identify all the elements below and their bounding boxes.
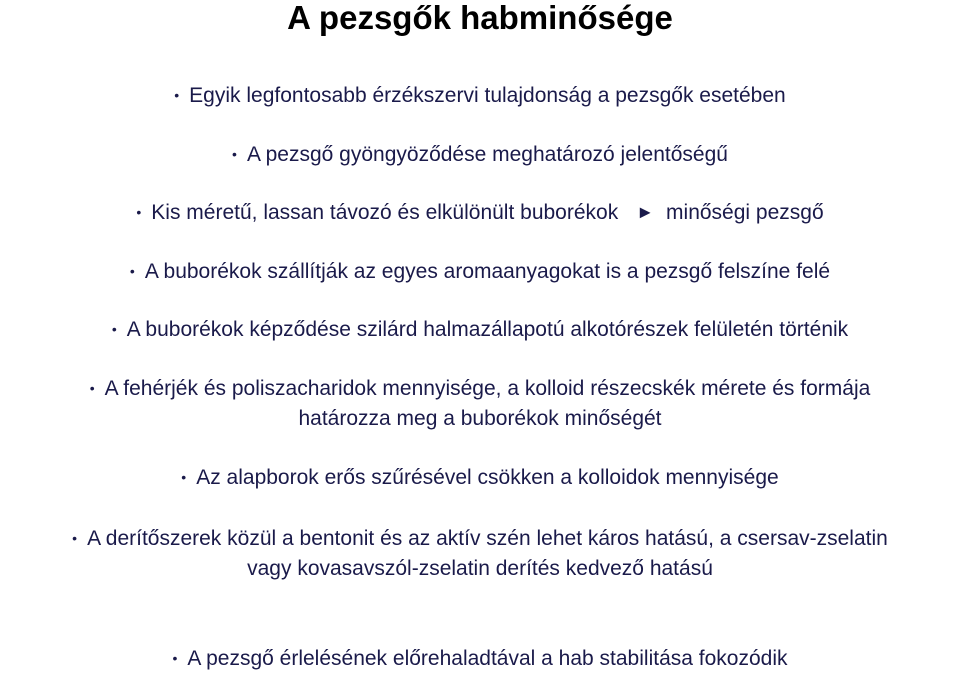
bullet-text: A fehérjék és poliszacharidok mennyisége, a kolloid részecskék mérete és formája <box>104 377 871 400</box>
bullet-icon: • <box>89 380 95 396</box>
bullet-icon: • <box>129 263 135 279</box>
bullet-text: A buborékok szállítják az egyes aromaanyagokat is a pezsgő felszíne felé <box>144 260 831 283</box>
bullet-text: Az alapborok erős szűrésével csökken a kolloidok mennyisége <box>196 466 779 489</box>
bullet-text-after: minőségi pezsgő <box>666 201 824 224</box>
bullet-text: Egyik legfontosabb érzékszervi tulajdonság a pezsgők esetében <box>189 84 786 107</box>
bullet-icon: • <box>111 321 117 337</box>
bullet-item <box>0 462 960 493</box>
bullet-text: A buborékok képződése szilárd halmazállapotú alkotórészek felületén történik <box>126 318 849 341</box>
bullet-item <box>0 314 960 345</box>
bullet-icon: • <box>172 650 178 666</box>
bullet-text: Kis méretű, lassan távozó és elkülönült buborékok <box>151 201 619 224</box>
bullet-text: A derítőszerek közül a bentonit és az aktív szén lehet káros hatású, a csersav-zselatin <box>87 527 888 550</box>
bullet-icon: • <box>72 530 78 546</box>
bullet-item <box>0 523 960 584</box>
bullet-item <box>0 139 960 170</box>
bullet-text-line2: vagy kovasavszól-zselatin derítés kedvező hatású <box>247 557 713 580</box>
bullet-item <box>0 80 960 111</box>
bullet-text: A pezsgő érlelésének előrehaladtával a hab stabilitása fokozódik <box>187 647 788 670</box>
bullet-icon: • <box>136 204 142 220</box>
bullet-item <box>0 256 960 287</box>
arrow-right-icon: ► <box>636 202 655 222</box>
bullet-icon: • <box>232 146 237 162</box>
page-title: A pezsgők habminősége <box>287 0 673 36</box>
bullet-text: A pezsgő gyöngyöződése meghatározó jelentőségű <box>246 143 728 166</box>
bullet-item <box>0 373 960 434</box>
bullet-icon: • <box>174 87 180 103</box>
bullet-item <box>0 197 960 228</box>
bullet-icon: • <box>181 469 187 485</box>
bullet-text-line2: határozza meg a buborékok minőségét <box>298 407 662 430</box>
bullet-item <box>0 643 960 674</box>
